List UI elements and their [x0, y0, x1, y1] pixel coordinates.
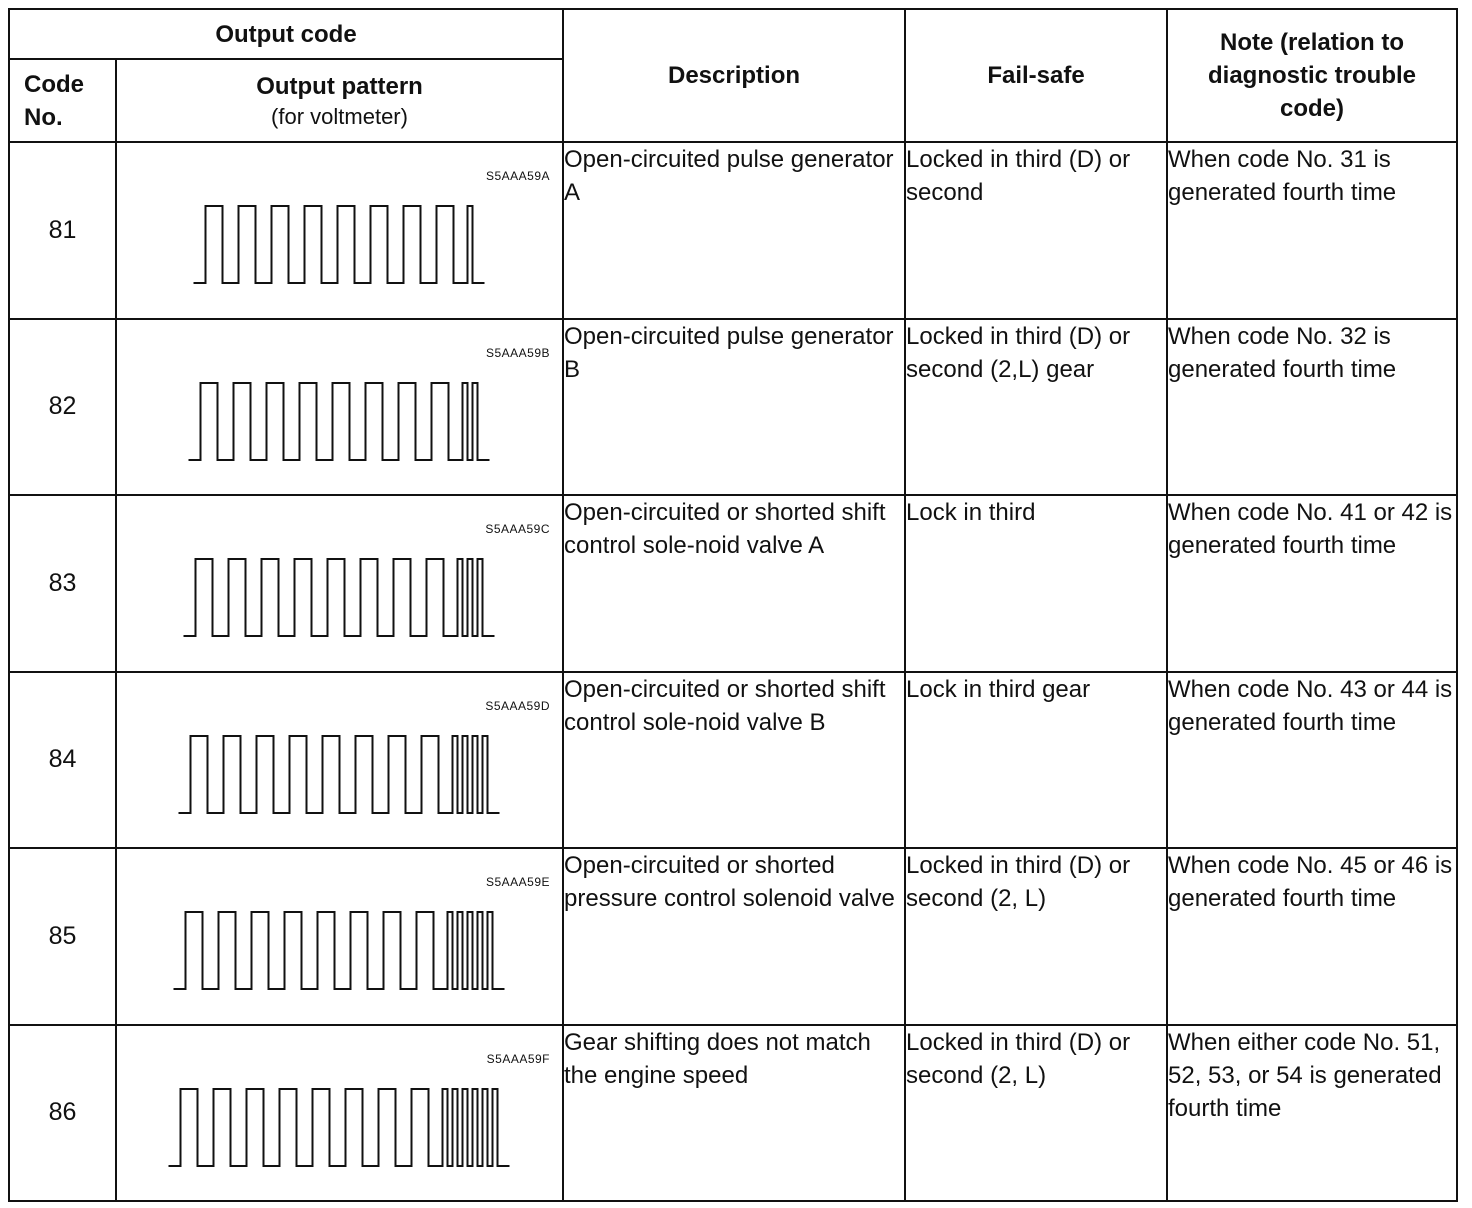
fail-safe-cell: Locked in third (D) or second (2, L) [905, 1025, 1167, 1201]
table-row [9, 672, 1457, 848]
pulse-waveform [117, 320, 562, 494]
description-cell: Open-circuited pulse generator A [563, 142, 905, 318]
figure-ref: S5AAA59E [485, 875, 551, 890]
pulse-trace [194, 206, 485, 283]
figure-ref: S5AAA59F [486, 1051, 551, 1066]
pulse-trace [189, 383, 490, 460]
figure-ref: S5AAA59A [485, 169, 551, 184]
note-cell: When either code No. 51, 52, 53, or 54 is generated fourth time [1167, 1025, 1457, 1201]
pulse-waveform [117, 143, 562, 317]
fail-safe-cell: Lock in third [905, 495, 1167, 671]
pulse-trace [169, 1089, 510, 1166]
output-pattern-header [116, 59, 563, 142]
code-number: 83 [9, 495, 116, 671]
output-pattern-subtitle: (for voltmeter) [271, 104, 408, 130]
description-cell: Open-circuited or shorted shift control sole-noid valve B [563, 672, 905, 848]
output-pattern-title: Output pattern [256, 73, 423, 101]
output-pattern-cell [116, 495, 563, 671]
description-header: Description [563, 9, 905, 142]
output-code-header: Output code [9, 9, 563, 59]
note-cell: When code No. 45 or 46 is generated fourth time [1167, 848, 1457, 1024]
output-pattern-cell [116, 142, 563, 318]
table-row [9, 319, 1457, 495]
figure-ref: S5AAA59B [485, 345, 551, 360]
description-cell: Gear shifting does not match the engine speed [563, 1025, 905, 1201]
note-cell: When code No. 41 or 42 is generated fourth time [1167, 495, 1457, 671]
fail-safe-cell: Locked in third (D) or second (2, L) [905, 848, 1167, 1024]
code-number: 85 [9, 848, 116, 1024]
pulse-trace [174, 912, 505, 989]
description-cell: Open-circuited or shorted pressure control solenoid valve [563, 848, 905, 1024]
code-number: 82 [9, 319, 116, 495]
fail-safe-cell: Locked in third (D) or second [905, 142, 1167, 318]
table-row [9, 848, 1457, 1024]
code-no-header: Code No. [9, 59, 116, 142]
figure-ref: S5AAA59D [485, 698, 551, 713]
note-cell: When code No. 32 is generated fourth time [1167, 319, 1457, 495]
table-row [9, 1025, 1457, 1201]
output-pattern-cell [116, 848, 563, 1024]
code-number: 86 [9, 1025, 116, 1201]
fail-safe-cell: Locked in third (D) or second (2,L) gear [905, 319, 1167, 495]
table-row [9, 142, 1457, 318]
code-number: 84 [9, 672, 116, 848]
code-number: 81 [9, 142, 116, 318]
pulse-waveform [117, 673, 562, 847]
pulse-trace [179, 736, 500, 813]
note-cell: When code No. 31 is generated fourth time [1167, 142, 1457, 318]
description-cell: Open-circuited or shorted shift control sole-noid valve A [563, 495, 905, 671]
pulse-waveform [117, 496, 562, 670]
pulse-trace [184, 559, 495, 636]
pulse-waveform [117, 1026, 562, 1200]
fail-safe-cell: Lock in third gear [905, 672, 1167, 848]
note-header: Note (relation to diagnostic trouble code) [1167, 9, 1457, 142]
figure-ref: S5AAA59C [485, 522, 551, 537]
pulse-waveform [117, 849, 562, 1023]
note-cell: When code No. 43 or 44 is generated fourth time [1167, 672, 1457, 848]
fail-safe-header: Fail-safe [905, 9, 1167, 142]
output-code-table [8, 8, 1458, 1202]
output-pattern-cell [116, 319, 563, 495]
output-pattern-cell [116, 1025, 563, 1201]
description-cell: Open-circuited pulse generator B [563, 319, 905, 495]
table-row [9, 495, 1457, 671]
output-pattern-cell [116, 672, 563, 848]
